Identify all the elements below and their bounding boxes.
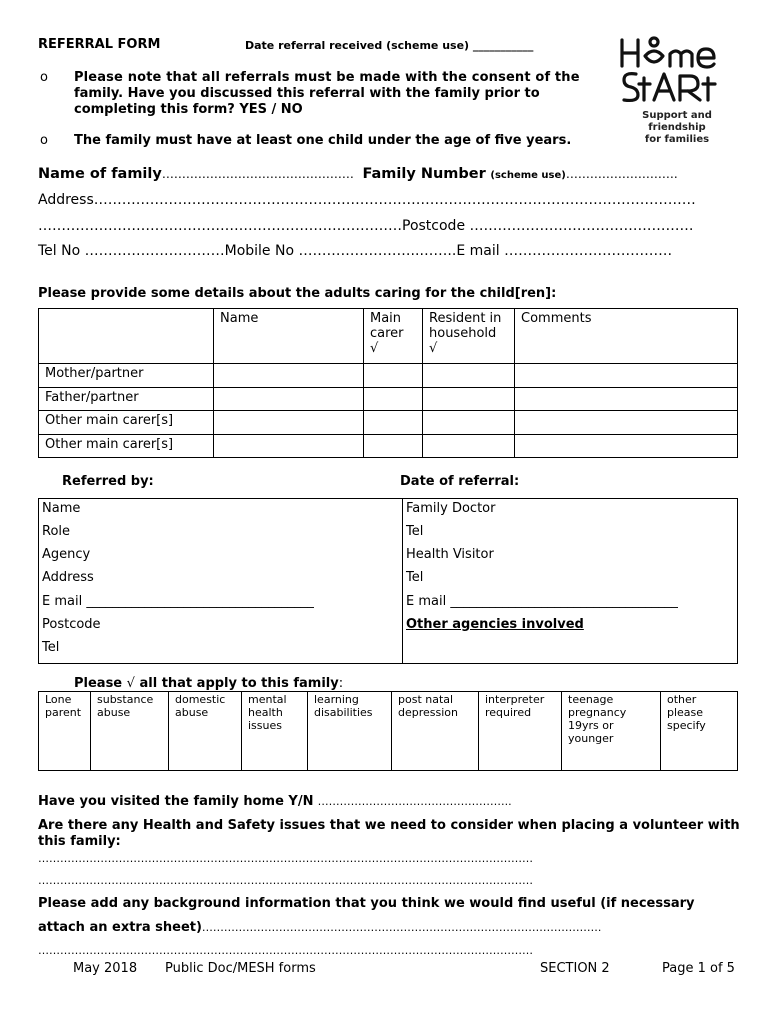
home-start-logo (618, 34, 738, 106)
cell-text: specify (667, 719, 706, 732)
footer-section: SECTION 2 (540, 961, 610, 976)
cell-text: teenage (568, 693, 614, 706)
age-note: The family must have at least one child under the age of five years. (74, 133, 572, 148)
lone-parent-cell[interactable] (39, 692, 91, 771)
health-safety-question-line-1: Are there any Health and Safety issues that we need to consider when placing a volunteer with (38, 818, 740, 833)
name-cell[interactable] (214, 364, 364, 388)
row-label: Other main carer[s] (39, 434, 214, 458)
resident-cell[interactable] (423, 411, 515, 435)
bullet-2: o (40, 133, 48, 148)
row-label: Other main carer[s] (39, 411, 214, 435)
col-name: Name (214, 309, 364, 364)
family-name-label: Name of family (38, 166, 162, 182)
cell-text: health (248, 706, 283, 719)
family-factors-table (38, 691, 738, 771)
address-postcode-field[interactable]: ……………………………………………………………………Postcode ………………………………………… (38, 218, 694, 234)
logo-tagline (612, 110, 742, 146)
doctor-tel-field[interactable]: Tel (406, 524, 424, 539)
tel-label: Tel No (38, 243, 81, 259)
cell-text: abuse (97, 706, 131, 719)
apply-heading-suffix: all that apply to this family (134, 676, 339, 691)
col-resident-l1: Resident in (429, 311, 502, 326)
background-row (38, 920, 601, 935)
footer-date: May 2018 (73, 961, 138, 976)
referrer-address-field[interactable]: Address (42, 570, 94, 585)
referrer-role-field[interactable]: Role (42, 524, 71, 539)
footer-doc: Public Doc/MESH forms (165, 961, 316, 976)
apply-heading-tick: √ (126, 676, 135, 691)
resident-cell[interactable] (423, 364, 515, 388)
teenage-pregnancy-cell[interactable] (562, 692, 661, 771)
resident-cell[interactable] (423, 387, 515, 411)
consent-note-line-1: Please note that all referrals must be made with the consent of the (74, 70, 580, 85)
family-number-scheme: (scheme use) (490, 170, 566, 181)
cell-text: required (485, 706, 532, 719)
cell-text: depression (398, 706, 459, 719)
logo-tagline-line-2: for families (644, 134, 710, 145)
family-number-field[interactable]: ………………………. (565, 167, 678, 181)
cell-text: parent (45, 706, 82, 719)
name-cell[interactable] (214, 411, 364, 435)
cell-text: post natal (398, 693, 454, 706)
cell-text: mental (248, 693, 287, 706)
address-field[interactable]: Address………………………………………………………………………………………………………………… (38, 192, 696, 208)
adults-heading: Please provide some details about the adults caring for the child[ren]: (38, 286, 557, 301)
health-visitor-field[interactable]: Health Visitor (406, 547, 494, 562)
name-cell[interactable] (214, 434, 364, 458)
comments-cell[interactable] (515, 434, 738, 458)
family-number-label: Family Number (362, 166, 486, 182)
other-specify-cell[interactable] (661, 692, 738, 771)
background-field-2[interactable]: ……………………………………………………………………………………………………………………… (38, 944, 533, 957)
cell-text: disabilities (314, 706, 373, 719)
main-carer-cell[interactable] (364, 434, 423, 458)
post-natal-depression-cell[interactable] (392, 692, 479, 771)
visited-field[interactable]: …………………………………………….. (317, 795, 512, 808)
learning-disabilities-cell[interactable] (308, 692, 392, 771)
cell-text: pregnancy (568, 706, 627, 719)
visited-row (38, 794, 512, 809)
table-row (39, 411, 738, 435)
health-visitor-email-field[interactable]: E mail ___________________________________ (406, 594, 678, 609)
table-row (39, 387, 738, 411)
visited-question: Have you visited the family home Y/N (38, 794, 314, 809)
referrer-name-field[interactable]: Name (42, 501, 81, 516)
mobile-field[interactable]: ……………………..…….. (298, 243, 457, 259)
main-carer-cell[interactable] (364, 411, 423, 435)
col-main-carer (364, 309, 423, 364)
date-of-referral-heading: Date of referral: (400, 474, 520, 489)
main-carer-cell[interactable] (364, 364, 423, 388)
health-safety-question-line-2: this family: (38, 834, 121, 849)
col-main-carer-l1: Main (370, 311, 402, 326)
col-main-carer-l2: carer (370, 326, 404, 341)
apply-heading (74, 676, 343, 691)
domestic-abuse-cell[interactable] (169, 692, 242, 771)
email-field[interactable]: ……………………………… (504, 243, 673, 259)
row-label: Mother/partner (39, 364, 214, 388)
bullet-1: o (40, 70, 48, 85)
apply-heading-prefix: Please (74, 676, 127, 691)
referral-box (38, 498, 738, 664)
referrer-tel-field[interactable]: Tel (42, 640, 60, 655)
adults-header-blank (39, 309, 214, 364)
cell-text: 19yrs or (568, 719, 614, 732)
other-agencies-heading: Other agencies involved (406, 617, 584, 632)
footer-page: Page 1 of 5 (662, 961, 735, 976)
cell-text: learning (314, 693, 359, 706)
health-visitor-tel-field[interactable]: Tel (406, 570, 424, 585)
cell-text: younger (568, 732, 614, 745)
family-name-row (38, 166, 678, 182)
referrer-postcode-field[interactable]: Postcode (42, 617, 101, 632)
cell-text: other (667, 693, 697, 706)
mental-health-cell[interactable] (242, 692, 308, 771)
mobile-label: Mobile No (224, 243, 295, 259)
adults-table (38, 308, 738, 458)
background-field-1[interactable]: ………………………………………………………………………………………………. (201, 921, 602, 934)
referred-by-heading: Referred by: (62, 474, 154, 489)
col-resident-tick: √ (429, 341, 438, 356)
substance-abuse-cell[interactable] (91, 692, 169, 771)
col-resident (423, 309, 515, 364)
background-question-line-1: Please add any background information that you think we would find useful (if necessary (38, 896, 695, 911)
cell-text: substance (97, 693, 154, 706)
contact-row (38, 243, 672, 259)
referrer-column (39, 499, 403, 663)
interpreter-required-cell[interactable] (479, 692, 562, 771)
date-received-label: Date referral received (scheme use) ___________ (245, 39, 534, 52)
cell-text: issues (248, 719, 282, 732)
form-title: REFERRAL FORM (38, 37, 161, 52)
table-row (39, 364, 738, 388)
apply-heading-colon: : (338, 676, 344, 691)
row-label: Father/partner (39, 387, 214, 411)
consent-note-line-3: completing this form? YES / NO (74, 102, 303, 117)
email-label: E mail (456, 243, 500, 259)
main-carer-cell[interactable] (364, 387, 423, 411)
resident-cell[interactable] (423, 434, 515, 458)
name-cell[interactable] (214, 387, 364, 411)
health-safety-field-2[interactable]: ……………………………………………………………………………………………………………………… (38, 874, 533, 887)
col-comments: Comments (515, 309, 738, 364)
comments-cell[interactable] (515, 364, 738, 388)
table-row (39, 434, 738, 458)
comments-cell[interactable] (515, 411, 738, 435)
col-resident-l2: household (429, 326, 497, 341)
family-doctor-field[interactable]: Family Doctor (406, 501, 496, 516)
health-safety-field-1[interactable]: ……………………………………………………………………………………………………………………… (38, 852, 533, 865)
cell-text: Lone (45, 693, 72, 706)
background-question-line-2: attach an extra sheet) (38, 920, 202, 935)
cell-text: domestic (175, 693, 226, 706)
col-main-carer-tick: √ (370, 341, 379, 356)
referrer-email-field[interactable]: E mail ___________________________________ (42, 594, 314, 609)
tel-field[interactable]: ………………………… (84, 243, 225, 259)
comments-cell[interactable] (515, 387, 738, 411)
logo-tagline-line-1: Support and friendship (642, 110, 712, 133)
cell-text: please (667, 706, 704, 719)
cell-text: interpreter (485, 693, 545, 706)
consent-note-line-2: family. Have you discussed this referral with the family prior to (74, 86, 540, 101)
health-column (403, 499, 737, 663)
family-name-field[interactable]: ………………………………………… (161, 167, 354, 181)
referrer-agency-field[interactable]: Agency (42, 547, 91, 562)
cell-text: abuse (175, 706, 209, 719)
